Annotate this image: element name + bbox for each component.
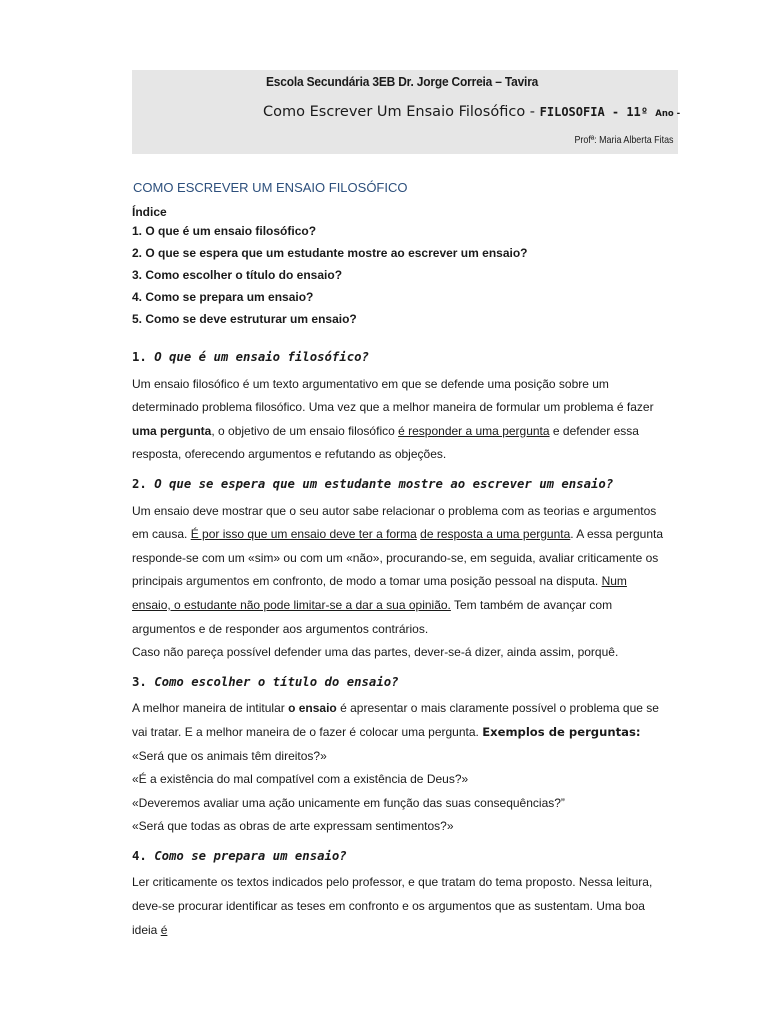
teacher-name: Profª: Maria Alberta Fitas: [574, 134, 674, 146]
toc-item: 4. Como se prepara um ensaio?: [132, 290, 314, 304]
section-number: 3.: [132, 674, 155, 689]
text: é apresentar o mais claramente possível o problema que se vai tratar. E a melhor maneira de o fazer é colocar uma pergunta.: [132, 701, 659, 739]
section-title: Como escolher o título do ensaio?: [154, 674, 399, 689]
example-question: «Será que os animais têm direitos?»: [132, 748, 327, 763]
example-question: «Será que todas as obras de arte expressam sentimentos?»: [132, 819, 454, 834]
school-name: Escola Secundária 3EB Dr. Jorge Correia – Tavira: [266, 74, 539, 89]
text: e defender essa resposta, oferecendo argumentos e refutando as objeções.: [132, 423, 639, 462]
text: Um ensaio filosófico é um texto argumentativo em que se defende uma posição sobre um determinado problema filosófico. Uma vez que a melhor maneira de formular um problema é fazer: [132, 376, 654, 415]
text: A melhor maneira de intitular: [132, 701, 289, 716]
bold-text: o ensaio: [288, 701, 337, 716]
bold-text: uma pergunta: [132, 423, 212, 438]
underlined-text: é: [160, 922, 168, 937]
example-question: «Deveremos avaliar uma ação unicamente em função das suas consequências?”: [132, 795, 565, 810]
section-title: O que é um ensaio filosófico?: [154, 350, 369, 364]
section-heading-2: [132, 473, 664, 497]
text: , o objetivo de um ensaio filosófico: [211, 423, 399, 438]
table-of-contents: [132, 204, 527, 330]
section-number: 1.: [132, 350, 155, 364]
section-heading-3: [132, 671, 664, 695]
example-question: «É a existência do mal compatível com a existência de Deus?»: [132, 772, 469, 787]
paragraph: [132, 871, 664, 942]
section-heading-1: [132, 346, 664, 370]
section-number: 4.: [132, 848, 155, 863]
toc-item: 3. Como escolher o título do ensaio?: [132, 268, 343, 282]
section-title: Como se prepara um ensaio?: [154, 848, 347, 863]
toc-item: 2. O que se espera que um estudante mostre ao escrever um ensaio?: [132, 246, 528, 260]
header-title-text: Como Escrever Um Ensaio Filosófico -: [263, 104, 540, 120]
bold-text: Exemplos de perguntas:: [482, 724, 641, 739]
document-header: [132, 70, 681, 154]
section-number: 2.: [132, 476, 155, 491]
underlined-text: Num ensaio, o estudante não pode limitar-se a dar a sua opinião.: [132, 574, 627, 612]
underlined-text: de resposta a uma pergunta: [420, 527, 571, 542]
document-body: [132, 340, 664, 942]
header-subject: FILOSOFIA - 11º: [539, 105, 656, 119]
toc-title: Índice: [132, 205, 167, 219]
underlined-text: É por isso que um ensaio deve ter a forma: [190, 527, 417, 542]
text: Ler criticamente os textos indicados pelo professor, e que tratam do tema proposto. Nessa leitura, deve-se procurar identificar as teses em confronto e os argumentos que as sustentam. Uma boa ideia: [132, 875, 653, 937]
paragraph: [132, 697, 664, 744]
toc-item: 5. Como se deve estruturar um ensaio?: [132, 312, 357, 326]
text: Um ensaio deve mostrar que o seu autor sabe relacionar o problema com as teorias e argumentos em causa.: [132, 503, 657, 542]
toc-item: 1. O que é um ensaio filosófico?: [132, 224, 317, 238]
header-year: Ano -: [655, 109, 681, 119]
header-title: [263, 104, 680, 120]
section-heading-4: [132, 845, 664, 869]
text: Tem também de avançar com argumentos e de responder aos argumentos contrários.: [132, 597, 613, 636]
section-title: O que se espera que um estudante mostre ao escrever um ensaio?: [154, 476, 614, 491]
document-title: COMO ESCREVER UM ENSAIO FILOSÓFICO: [133, 180, 408, 195]
underlined-text: é responder a uma pergunta: [398, 423, 550, 438]
paragraph: Caso não pareça possível defender uma das partes, dever-se-á dizer, ainda assim, porquê.: [132, 645, 619, 660]
paragraph: [132, 373, 664, 467]
paragraph: [132, 500, 664, 642]
text: . A essa pergunta responde-se com um «sim» ou com um «não», procurando-se, em seguida, avaliar criticamente os principais argumentos em confronto, de modo a tomar uma posição pessoal na disputa.: [132, 527, 664, 589]
